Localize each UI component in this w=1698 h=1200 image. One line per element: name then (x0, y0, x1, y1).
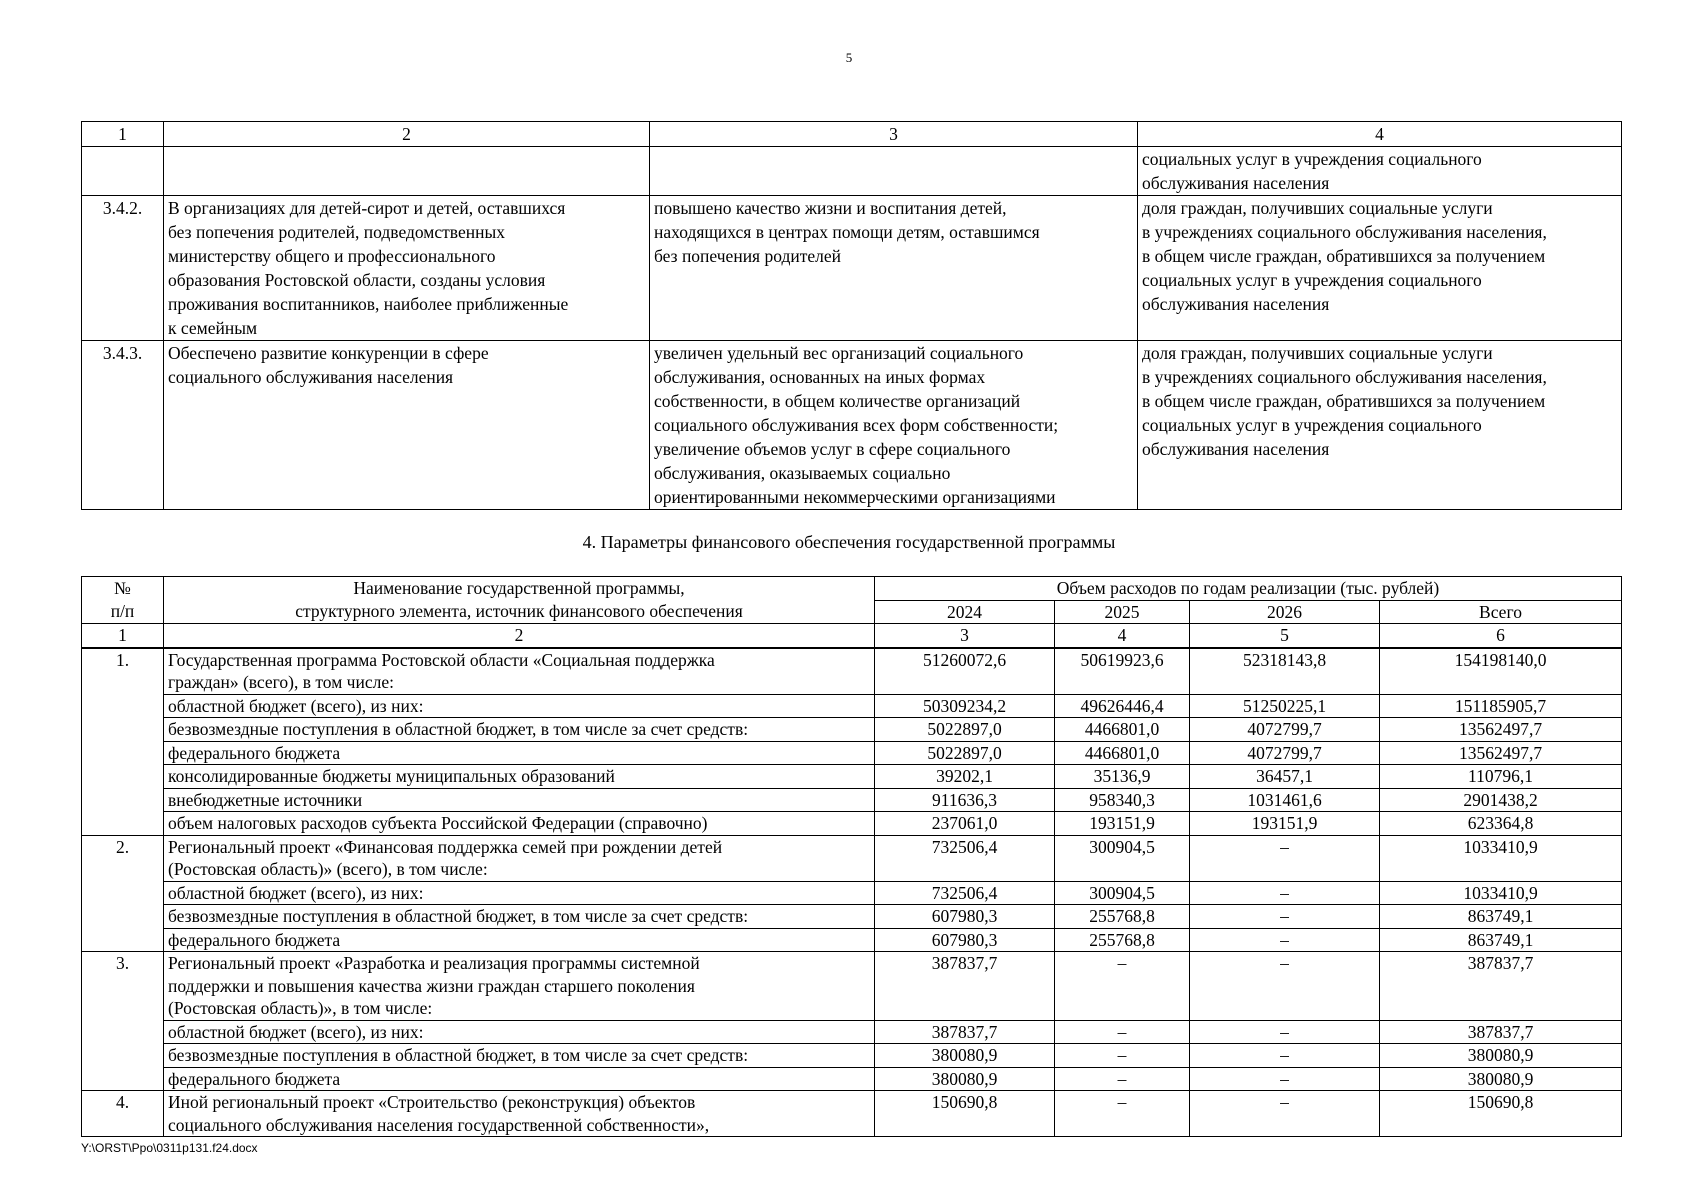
year-value: 4466801,0 (1055, 741, 1190, 765)
text-line: Обеспечено развитие конкуренции в сфере (168, 343, 489, 363)
year-value: – (1190, 928, 1380, 952)
year-value: – (1190, 1020, 1380, 1044)
row-name (164, 741, 875, 765)
text-line: без попечения родителей (654, 246, 842, 266)
text-line: федерального бюджета (168, 929, 341, 950)
row-number (82, 147, 164, 196)
total-value: 863749,1 (1380, 928, 1622, 952)
text-line: доля граждан, получивших социальные услуги (1142, 343, 1493, 363)
text-line: (Ростовская область)» (всего), в том числе: (168, 859, 488, 879)
text-line: собственности, в общем количестве организаций (654, 391, 1021, 411)
year-value: 193151,9 (1190, 812, 1380, 836)
table-row (82, 741, 1622, 765)
cell-col4 (1138, 341, 1622, 510)
cell-col2 (164, 147, 650, 196)
column-number: 1 (82, 624, 164, 648)
year-value: 51250225,1 (1190, 694, 1380, 718)
table-row (82, 952, 1622, 1021)
year-value: – (1190, 952, 1380, 1021)
column-number: 4 (1138, 122, 1622, 147)
table-row (82, 694, 1622, 718)
total-value: 387837,7 (1380, 1020, 1622, 1044)
year-value: 732506,4 (875, 881, 1055, 905)
total-value: 2901438,2 (1380, 788, 1622, 812)
text-line: федерального бюджета (168, 1068, 341, 1089)
text-line: безвозмездные поступления в областной бюджет, в том числе за счет средств: (168, 1045, 749, 1065)
table-row (82, 765, 1622, 789)
table-row (82, 881, 1622, 905)
row-name (164, 881, 875, 905)
year-value: 732506,4 (875, 835, 1055, 881)
header-volume: Объем расходов по годам реализации (тыс. рублей) (875, 577, 1622, 601)
year-value: 50309234,2 (875, 694, 1055, 718)
page-number: 5 (845, 50, 853, 65)
row-name (164, 1067, 875, 1091)
text-line: Региональный проект «Финансовая поддержка семей при рождении детей (168, 836, 723, 857)
text-line: внебюджетные источники (168, 789, 363, 810)
row-name (164, 812, 875, 836)
row-name (164, 905, 875, 929)
text-line: социального обслуживания населения государственной собственности», (168, 1114, 710, 1135)
header-year: 2025 (1055, 600, 1190, 624)
year-value: 4466801,0 (1055, 718, 1190, 742)
text-line: увеличение объемов услуг в сфере социального (654, 439, 1011, 459)
year-value: 49626446,4 (1055, 694, 1190, 718)
column-number: 4 (1055, 624, 1190, 648)
text-line: в учреждениях социального обслуживания населения, (1142, 222, 1547, 242)
year-value: – (1190, 905, 1380, 929)
total-value: 380080,9 (1380, 1044, 1622, 1068)
text-line: Государственная программа Ростовской области «Социальная поддержка (168, 649, 715, 670)
total-value: 13562497,7 (1380, 741, 1622, 765)
year-value: 5022897,0 (875, 741, 1055, 765)
header-name-sub: структурного элемента, источник финансового обеспечения (164, 600, 875, 624)
text-line: граждан» (всего), в том числе: (168, 672, 394, 692)
cell-col2 (164, 196, 650, 341)
year-value: 958340,3 (1055, 788, 1190, 812)
text-line: областной бюджет (всего), из них: (168, 1021, 424, 1042)
header-total: Всего (1380, 600, 1622, 624)
year-value: – (1190, 1091, 1380, 1137)
text-line: социальных услуг в учреждения социального (1142, 415, 1482, 435)
row-name (164, 694, 875, 718)
cell-col4 (1138, 147, 1622, 196)
year-value: 193151,9 (1055, 812, 1190, 836)
year-value: – (1055, 952, 1190, 1021)
table-row (82, 1044, 1622, 1068)
total-value: 13562497,7 (1380, 718, 1622, 742)
row-number: 3.4.2. (82, 196, 164, 341)
text-line: увеличен удельный вес организаций социального (654, 343, 1024, 363)
year-value: 911636,3 (875, 788, 1055, 812)
year-value: 50619923,6 (1055, 648, 1190, 695)
header-name: Наименование государственной программы, (164, 577, 875, 601)
text-line: областной бюджет (всего), из них: (168, 695, 424, 716)
text-line: к семейным (168, 318, 258, 338)
year-value: 4072799,7 (1190, 741, 1380, 765)
table-row (82, 147, 1622, 196)
cell-col3 (650, 196, 1138, 341)
total-value: 150690,8 (1380, 1091, 1622, 1137)
cell-col2 (164, 341, 650, 510)
year-value: 255768,8 (1055, 905, 1190, 929)
column-number: 6 (1380, 624, 1622, 648)
total-value: 110796,1 (1380, 765, 1622, 789)
row-name (164, 952, 875, 1021)
text-line: проживания воспитанников, наиболее приближенные (168, 294, 569, 314)
total-value: 1033410,9 (1380, 881, 1622, 905)
text-line: обслуживания населения (1142, 294, 1330, 314)
table-row (82, 341, 1622, 510)
table-row (82, 718, 1622, 742)
row-name (164, 1020, 875, 1044)
year-value: 52318143,8 (1190, 648, 1380, 695)
year-value: – (1055, 1067, 1190, 1091)
year-value: 1031461,6 (1190, 788, 1380, 812)
cell-col4 (1138, 196, 1622, 341)
text-line: (Ростовская область)», в том числе: (168, 998, 433, 1018)
year-value: 387837,7 (875, 952, 1055, 1021)
row-name (164, 1091, 875, 1137)
header-year: 2024 (875, 600, 1055, 624)
total-value: 154198140,0 (1380, 648, 1622, 695)
text-line: обслуживания населения (1142, 173, 1330, 193)
row-name (164, 765, 875, 789)
row-name (164, 928, 875, 952)
row-name (164, 835, 875, 881)
text-line: социального обслуживания населения (168, 367, 454, 387)
text-line: социального обслуживания всех форм собственности; (654, 415, 1059, 435)
year-value: 607980,3 (875, 905, 1055, 929)
year-value: 607980,3 (875, 928, 1055, 952)
column-number: 1 (82, 122, 164, 147)
column-number: 3 (650, 122, 1138, 147)
section-title: 4. Параметры финансового обеспечения государственной программы (582, 532, 1116, 552)
year-value: – (1055, 1020, 1190, 1044)
row-name (164, 648, 875, 695)
year-value: 39202,1 (875, 765, 1055, 789)
table-row (82, 928, 1622, 952)
text-line: ориентированными некоммерческими организациями (654, 487, 1056, 507)
text-line: объем налоговых расходов субъекта Российской Федерации (справочно) (168, 813, 708, 833)
text-line: областной бюджет (всего), из них: (168, 882, 424, 903)
total-value: 863749,1 (1380, 905, 1622, 929)
column-number: 2 (164, 624, 875, 648)
objectives-table (81, 121, 1622, 510)
table-row (82, 812, 1622, 836)
table-row (82, 835, 1622, 881)
year-value: 300904,5 (1055, 881, 1190, 905)
year-value: – (1190, 1067, 1380, 1091)
year-value: 36457,1 (1190, 765, 1380, 789)
text-line: обслуживания, основанных на иных формах (654, 367, 986, 387)
text-line: находящихся в центрах помощи детям, оставшимся (654, 222, 1040, 242)
text-line: поддержки и повышения качества жизни граждан старшего поколения (168, 975, 695, 996)
total-value: 380080,9 (1380, 1067, 1622, 1091)
table-row (82, 1020, 1622, 1044)
year-value: 380080,9 (875, 1044, 1055, 1068)
text-line: в учреждениях социального обслуживания населения, (1142, 367, 1547, 387)
row-number: 3.4.3. (82, 341, 164, 510)
row-number: 1. (82, 648, 164, 836)
text-line: консолидированные бюджеты муниципальных образований (168, 766, 615, 786)
row-number: 2. (82, 835, 164, 952)
text-line: безвозмездные поступления в областной бюджет, в том числе за счет средств: (168, 719, 749, 739)
year-value: 51260072,6 (875, 648, 1055, 695)
table-row (82, 788, 1622, 812)
header-num: № (82, 577, 164, 601)
total-value: 151185905,7 (1380, 694, 1622, 718)
column-number: 5 (1190, 624, 1380, 648)
row-name (164, 718, 875, 742)
year-value: 255768,8 (1055, 928, 1190, 952)
row-number: 3. (82, 952, 164, 1091)
year-value: – (1190, 1044, 1380, 1068)
year-value: 5022897,0 (875, 718, 1055, 742)
column-number: 2 (164, 122, 650, 147)
text-line: Иной региональный проект «Строительство (реконструкция) объектов (168, 1092, 696, 1112)
cell-col3 (650, 341, 1138, 510)
total-value: 1033410,9 (1380, 835, 1622, 881)
year-value: – (1055, 1044, 1190, 1068)
year-value: – (1190, 881, 1380, 905)
text-line: В организациях для детей-сирот и детей, оставшихся (168, 198, 566, 218)
year-value: 150690,8 (875, 1091, 1055, 1137)
cell-col3 (650, 147, 1138, 196)
text-line: социальных услуг в учреждения социального (1142, 149, 1482, 169)
text-line: в общем числе граждан, обратившихся за получением (1142, 246, 1546, 266)
table-row (82, 648, 1622, 695)
financing-table (81, 576, 1622, 1137)
text-line: обслуживания населения (1142, 439, 1330, 459)
year-value: – (1190, 835, 1380, 881)
year-value: 300904,5 (1055, 835, 1190, 881)
year-value: 4072799,7 (1190, 718, 1380, 742)
year-value: 387837,7 (875, 1020, 1055, 1044)
text-line: в общем числе граждан, обратившихся за получением (1142, 391, 1546, 411)
year-value: – (1055, 1091, 1190, 1137)
footer-file-path: Y:\ORST\Ppo\0311p131.f24.docx (81, 1141, 258, 1155)
header-num-sub: п/п (82, 600, 164, 624)
row-name (164, 1044, 875, 1068)
text-line: образования Ростовской области, созданы условия (168, 270, 546, 290)
table-row (82, 1067, 1622, 1091)
text-line: доля граждан, получивших социальные услуги (1142, 198, 1493, 218)
text-line: социальных услуг в учреждения социального (1142, 270, 1482, 290)
total-value: 623364,8 (1380, 812, 1622, 836)
year-value: 35136,9 (1055, 765, 1190, 789)
text-line: безвозмездные поступления в областной бюджет, в том числе за счет средств: (168, 906, 749, 926)
total-value: 387837,7 (1380, 952, 1622, 1021)
text-line: обслуживания, оказываемых социально (654, 463, 951, 483)
text-line: Региональный проект «Разработка и реализация программы системной (168, 953, 700, 973)
year-value: 380080,9 (875, 1067, 1055, 1091)
row-name (164, 788, 875, 812)
text-line: без попечения родителей, подведомственных (168, 222, 505, 242)
table-row (82, 1091, 1622, 1137)
table-row (82, 905, 1622, 929)
text-line: федерального бюджета (168, 742, 341, 763)
row-number: 4. (82, 1091, 164, 1137)
column-number: 3 (875, 624, 1055, 648)
header-year: 2026 (1190, 600, 1380, 624)
text-line: министерству общего и профессионального (168, 246, 496, 266)
table-row (82, 196, 1622, 341)
year-value: 237061,0 (875, 812, 1055, 836)
text-line: повышено качество жизни и воспитания детей, (654, 198, 1007, 218)
